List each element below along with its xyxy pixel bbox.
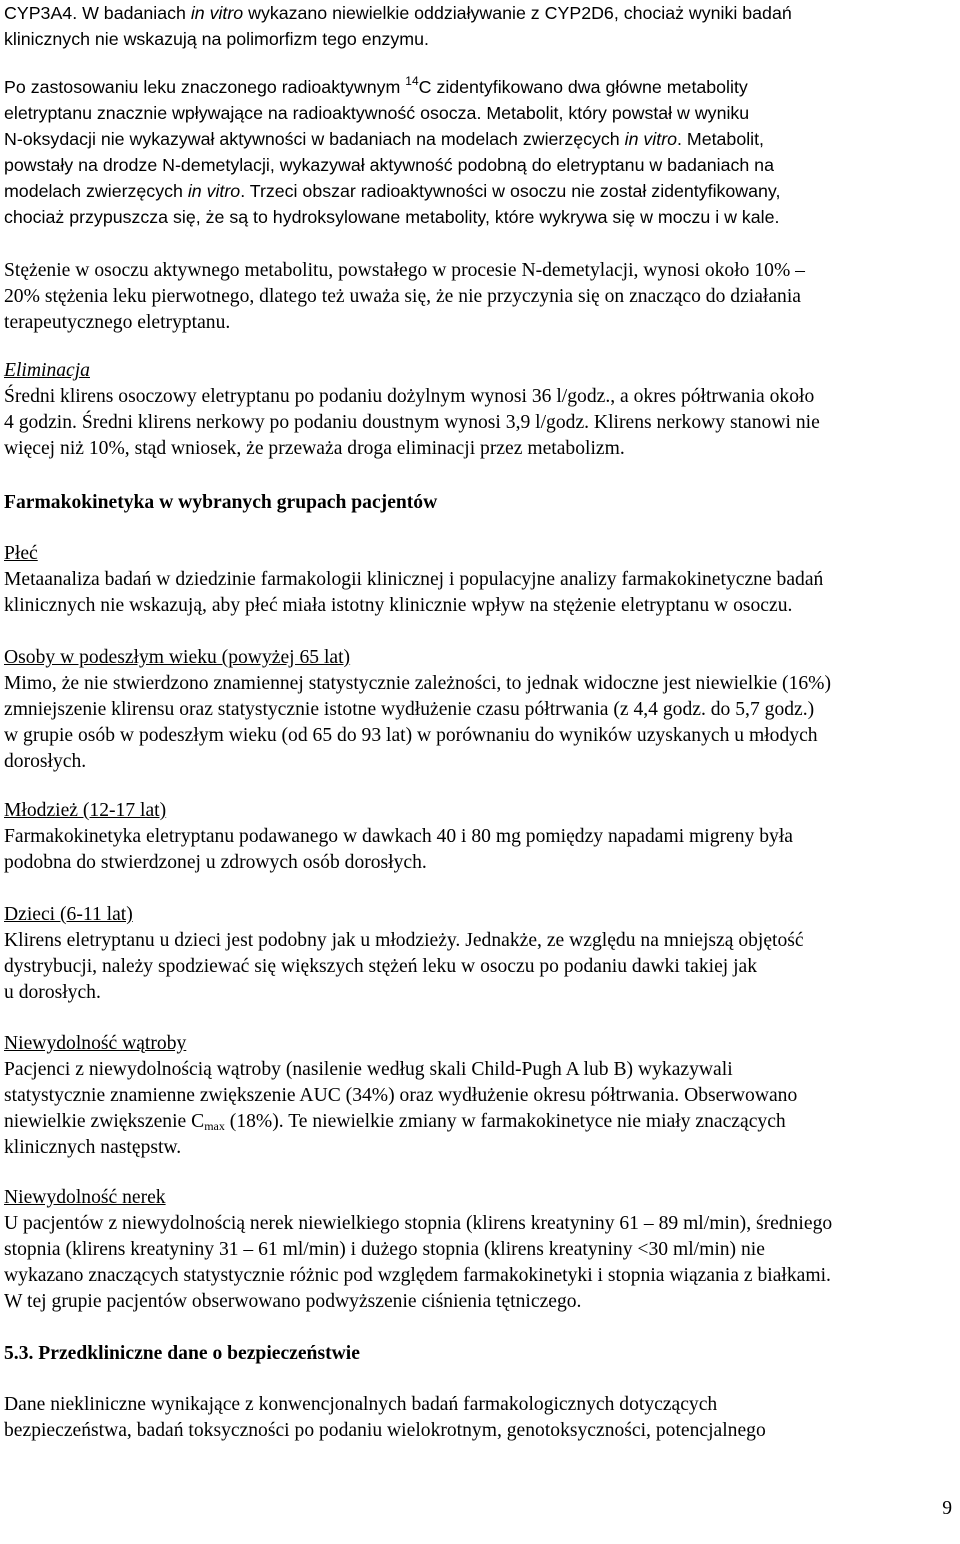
section-adolescents [4,798,956,876]
text-line: W tej grupie pacjentów obserwowano podwyższenie ciśnienia tętniczego. [4,1291,582,1312]
text-line: dorosłych. [4,751,87,772]
section-plec [4,541,956,619]
text-line: w grupie osób w podeszłym wieku (od 65 do 93 lat) w porównaniu do wyników uzyskanych u młodych [4,725,818,746]
text-line: wykazano znaczących statystycznie różnic pod względem farmakokinetyki i stopnia wiązania z białkami. [4,1265,831,1286]
text-line: Stężenie w osoczu aktywnego metabolitu, powstałego w procesie N-demetylacji, wynosi około 10% – [4,260,805,281]
subheading-children: Dzieci (6-11 lat) [4,904,133,925]
text-line: CYP3A4. W badaniach in vitro wykazano niewielkie oddziaływanie z CYP2D6, chociaż wyniki badań [4,3,792,23]
text-line: eletryptanu znacznie wpływające na radioaktywność osocza. Metabolit, który powstał w wyniku [4,103,750,123]
text-line: statystycznie znamienne zwiększenie AUC (34%) oraz wydłużenie okresu półtrwania. Obserwowano [4,1085,798,1106]
subheading-renal: Niewydolność nerek [4,1187,166,1208]
subheading-plec: Płeć [4,543,38,564]
section-eliminacja [4,358,956,462]
text-line: chociaż przypuszcza się, że są to hydroksylowane metabolity, które wykrywa się w moczu i w kale. [4,207,780,227]
text-line: Farmakokinetyka eletryptanu podawanego w dawkach 40 i 80 mg pomiędzy napadami migreny była [4,826,793,847]
text-line: 4 godzin. Średni klirens nerkowy po podaniu doustnym wynosi 3,9 l/godz. Klirens nerkowy stanowi nie [4,412,820,433]
text-line: niewielkie zwiększenie $C_{max}$ (18%). Te niewielkie zmiany w farmakokinetyce nie miały znaczących [4,1111,786,1133]
section-children [4,902,956,1006]
text-line: klinicznych następstw. [4,1137,182,1158]
section-elderly [4,645,956,775]
text-line: Metaanaliza badań w dziedzinie farmakologii klinicznej i populacyjne analizy farmakokinetyczne badań [4,569,824,590]
paragraph-cyp-interaction [4,0,956,52]
paragraph-metabolites [4,74,956,230]
text-line: Po zastosowaniu leku znaczonego radioaktywnym $^{14}$C zidentyfikowano dwa główne metabolity [4,74,748,97]
subheading-eliminacja: Eliminacja [4,360,90,381]
text-line: podobna do stwierdzonej u zdrowych osób dorosłych. [4,852,427,873]
text-line: N-oksydacji nie wykazywał aktywności w badaniach na modelach zwierzęcych in vitro. Metabolit, [4,129,764,149]
text-line: bezpieczeństwa, badań toksyczności po podaniu wielokrotnym, genotoksyczności, potencjalnego [4,1420,766,1441]
text-line: u dorosłych. [4,982,101,1003]
subheading-elderly: Osoby w podeszłym wieku (powyżej 65 lat) [4,647,351,668]
paragraph-active-metabolite [4,258,956,336]
text-line: 20% stężenia leku pierwotnego, dlatego też uważa się, że nie przyczynia się on znacząco do działania [4,286,801,307]
text-line: Pacjenci z niewydolnością wątroby (nasilenie według skali Child-Pugh A lub B) wykazywali [4,1059,733,1080]
text-line: Dane niekliniczne wynikające z konwencjonalnych badań farmakologicznych dotyczących [4,1394,718,1415]
page-number: 9 [942,1498,952,1519]
text-line: zmniejszenie klirensu oraz statystycznie istotne wydłużenie czasu półtrwania (z 4,4 godz. do 5,7 godz.) [4,699,815,720]
text-line: Mimo, że nie stwierdzono znamiennej statystycznie zależności, to jednak widoczne jest niewielkie (16%) [4,673,832,694]
text-line: więcej niż 10%, stąd wniosek, że przeważa droga eliminacji przez metabolizm. [4,438,625,459]
section-heading-preclinical: 5.3. Przedkliniczne dane o bezpieczeństwie [4,1343,360,1364]
text-line: klinicznych nie wskazują, aby płeć miała istotny klinicznie wpływ na stężenie eletryptanu w osoczu. [4,595,793,616]
text-line: modelach zwierzęcych in vitro. Trzeci obszar radioaktywności w osoczu nie został zidentyfikowany, [4,181,781,201]
section-renal-impairment [4,1185,956,1315]
text-line: terapeutycznego eletryptanu. [4,312,231,333]
text-line: dystrybucji, należy spodziewać się większych stężeń leku w osoczu po podaniu dawki takiej jak [4,956,758,977]
text-line: klinicznych nie wskazują na polimorfizm tego enzymu. [4,29,429,49]
section-heading-special-groups: Farmakokinetyka w wybranych grupach pacjentów [4,492,438,513]
section-preclinical [4,1392,956,1444]
text-line: U pacjentów z niewydolnością nerek niewielkiego stopnia (klirens kreatyniny 61 – 89 ml/min), średniego [4,1213,833,1234]
text-line: powstały na drodze N-demetylacji, wykazywał aktywność podobną do eletryptanu w badaniach na [4,155,774,175]
text-line: stopnia (klirens kreatyniny 31 – 61 ml/min) i dużego stopnia (klirens kreatyniny <30 ml/min) nie [4,1239,765,1260]
subheading-hepatic: Niewydolność wątroby [4,1033,187,1054]
subheading-adolescents: Młodzież (12-17 lat) [4,800,167,821]
text-line: Klirens eletryptanu u dzieci jest podobny jak u młodzieży. Jednakże, ze względu na mniejszą objętość [4,930,804,951]
text-line: Średni klirens osoczowy eletryptanu po podaniu dożylnym wynosi 36 l/godz., a okres półtrwania około [4,386,815,407]
section-hepatic-impairment [4,1031,956,1161]
